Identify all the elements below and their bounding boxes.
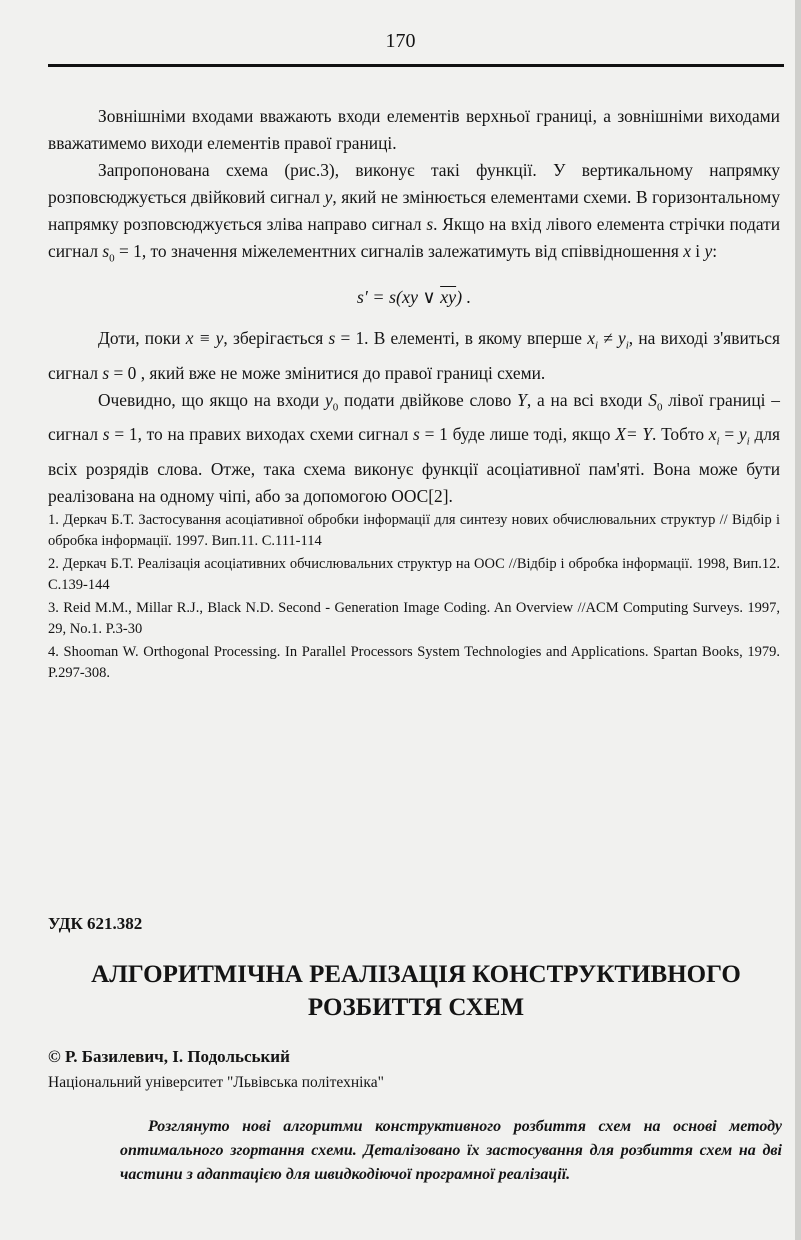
paragraph-3: Доти, поки x ≡ y, зберігається s = 1. В елементі, в якому вперше $x_i \ne y_i$, на виході з'явиться сигнал s = 0 , який вже не може змінитися до правої границі схеми. — [48, 328, 781, 383]
paragraph-1: Зовнішніми входами вважають входи елементів верхньої границі, а зовнішніми виходами вважатимемо виходи елементів правої границі. — [48, 106, 780, 153]
formula: s′ = s(xy ∨ $\overline{xy}$) . — [356, 287, 472, 308]
reference-item: 3. Reid M.M., Millar R.J., Black N.D. Second - Generation Image Coding. An Overview //ACM Computing Surveys. 1997, 29, No.1. P.3-30 — [48, 600, 780, 637]
title-line-1: АЛГОРИТМІЧНА РЕАЛІЗАЦІЯ КОНСТРУКТИВНОГО — [91, 961, 741, 988]
authors: © Р. Базилевич, І. Подольський — [48, 1047, 290, 1066]
udk-code: УДК 621.382 — [48, 914, 143, 933]
affiliation: Національний університет "Львівська політехніка" — [48, 1074, 384, 1091]
header-rule — [48, 64, 784, 67]
title-line-2: РОЗБИТТЯ СХЕМ — [307, 994, 525, 1021]
abstract: Розглянуто нові алгоритми конструктивного розбиття схем на основі методу оптимального згортання схеми. Деталізовано їх застосування для розбиття схем на дві частини з адаптацією для швидкодіючої програмної реалізації. — [120, 1118, 782, 1183]
references-list — [48, 510, 780, 686]
reference-item: 2. Деркач Б.Т. Реалізація асоціативних обчислювальних структур на ООС //Відбір і обробка інформації. 1998, Вип.12. С.139-144 — [48, 556, 780, 593]
paragraph-2: Запропонована схема (рис.3), виконує такі функції. У вертикальному напрямку розповсюджується двійковий сигнал y, який не змінюється елементами схеми. В горизонтальному напрямку розповсюджується зліва направо сигнал s. Якщо на вхід лівого елемента стрічки подати сигнал $s_0 = 1$, то значення міжелементних сигналів залежатимуть від співвідношення x і y: — [48, 160, 781, 265]
reference-item: 4. Shooman W. Orthogonal Processing. In Parallel Processors System Technologies and Applications. Spartan Books, 1979. P.297-308. — [48, 644, 780, 681]
paragraph-4: Очевидно, що якщо на входи $y_0$ подати двійкове слово Y, а на всі входи $S_0$ лівої границі – сигнал s = 1, то на правих виходах схеми сигнал s = 1 буде лише тоді, якщо X= Y. Тобто $x_i = y_i$ для всіх розрядів слова. Отже, така схема виконує функції асоціативної пам'яті. Вона може бути реалізована на одному чіпі, або за допомогою ООС[2]. — [48, 389, 781, 506]
article-title — [48, 958, 784, 1024]
page-edge-shadow — [795, 0, 801, 1240]
reference-item: 1. Деркач Б.Т. Застосування асоціативної обробки інформації для синтезу нових обчислювальних структур // Відбір і обробка інформації. 1997. Вип.11. С.111-114 — [48, 512, 780, 549]
body-text — [48, 103, 780, 510]
page-number: 170 — [385, 30, 416, 52]
